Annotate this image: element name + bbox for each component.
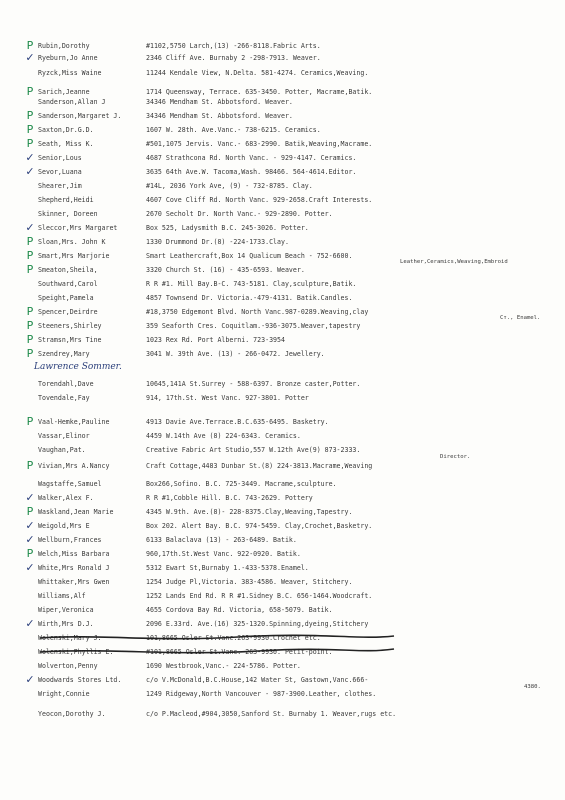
approval-mark: P <box>26 263 34 276</box>
entry-details: 3041 W. 39th Ave. (13) - 266-0472. Jewellery. <box>146 350 325 358</box>
entry-details: 11244 Kendale View, N.Delta. 581-4274. Ceramics,Weaving. <box>146 69 369 77</box>
entry-details: 914, 17th.St. West Vanc. 927-3801. Potter <box>146 394 309 402</box>
list-item <box>0 166 565 178</box>
entry-name: Weigold,Mrs E <box>38 522 90 530</box>
approval-mark: P <box>26 305 34 318</box>
entry-name: Wolverton,Penny <box>38 662 98 670</box>
entry-name: Yeocon,Dorothy J. <box>38 710 106 718</box>
approval-mark: P <box>26 547 34 560</box>
note-text: Director. <box>440 454 471 460</box>
entry-details: 6133 Balaclava (13) - 263-6489. Batik. <box>146 536 297 544</box>
check-mark: ✓ <box>25 533 35 546</box>
entry-name: Stramsn,Mrs Tine <box>38 336 102 344</box>
approval-mark: P <box>26 415 34 428</box>
entry-name: Saxton,Dr.G.D. <box>38 126 94 134</box>
entry-details: Craft Cottage,4483 Dunbar St.(8) 224-3813.Macrame,Weaving <box>146 462 373 470</box>
entry-details: c/o P.Macleod,#904,3050,Sanford St. Burnaby 1. Weaver,rugs etc. <box>146 710 397 718</box>
entry-name: Rubin,Dorothy <box>38 42 90 50</box>
handwritten-heading: Lawrence Sommer. <box>34 362 122 372</box>
list-item <box>0 138 565 150</box>
approval-mark <box>24 478 36 490</box>
entry-details: #501,1075 Jervis. Vanc.- 683-2990. Batik,Weaving,Macrame. <box>146 140 373 148</box>
approval-mark: P <box>26 249 34 262</box>
entry-name: Torendahl,Dave <box>38 380 94 388</box>
approval-mark <box>24 688 36 700</box>
entry-name: Tovendale,Fay <box>38 394 90 402</box>
check-mark: ✓ <box>25 673 35 686</box>
entry-name: Wolenski,Mary J. <box>38 634 102 642</box>
entry-details: 1249 Ridgeway,North Vancouver - 987-3900.Leather, clothes. <box>146 690 377 698</box>
list-item <box>0 236 565 248</box>
list-item <box>0 278 565 290</box>
entry-name: White,Mrs Ronald J <box>38 564 110 572</box>
approval-mark <box>24 180 36 192</box>
entry-name: Welch,Miss Barbara <box>38 550 110 558</box>
entry-details: 4459 W.14th Ave (8) 224-6343. Ceramics. <box>146 432 301 440</box>
list-item <box>0 67 565 79</box>
entry-details: 4607 Cove Cliff Rd. North Vanc. 929-2658.Craft Interests. <box>146 196 373 204</box>
list-item <box>0 392 565 404</box>
approval-mark <box>24 646 36 658</box>
approval-mark: P <box>26 235 34 248</box>
approval-mark <box>24 292 36 304</box>
entry-name: Wright,Connie <box>38 690 90 698</box>
approval-mark <box>24 430 36 442</box>
approval-mark <box>24 208 36 220</box>
check-mark: ✓ <box>25 519 35 532</box>
check-mark: ✓ <box>25 51 35 64</box>
entry-name: Sanderson,Allan J <box>38 98 106 106</box>
list-item <box>0 562 565 574</box>
entry-details: Creative Fabric Art Studio,557 W.12th Ave(9) 873-2333. <box>146 446 361 454</box>
list-item <box>0 334 565 346</box>
approval-mark: P <box>26 109 34 122</box>
approval-mark: P <box>26 123 34 136</box>
entry-details: 4857 Townsend Dr. Victoria.-479-4131. Batik.Candles. <box>146 294 353 302</box>
entry-name: Shearer,Jim <box>38 182 82 190</box>
approval-mark: P <box>26 319 34 332</box>
check-mark: ✓ <box>25 151 35 164</box>
entry-name: Sarich,Jeanne <box>38 88 90 96</box>
list-item <box>0 320 565 332</box>
entry-name: Wellburn,Frances <box>38 536 102 544</box>
entry-name: Smeaton,Sheila, <box>38 266 98 274</box>
entry-name: Wiper,Veronica <box>38 606 94 614</box>
list-item <box>0 492 565 504</box>
approval-mark <box>24 590 36 602</box>
entry-name: Wirth,Mrs D.J. <box>38 620 94 628</box>
check-mark: ✓ <box>25 617 35 630</box>
entry-name: Steeners,Shirley <box>38 322 102 330</box>
list-item <box>0 292 565 304</box>
entry-details: Box266,Sofino. B.C. 725-3449. Macrame,sculpture. <box>146 480 337 488</box>
entry-details: 101,8665 Osler St.Vanc.263-9930.Crochet etc. <box>146 634 321 642</box>
entry-name: Wagstaffe,Samuel <box>38 480 102 488</box>
approval-mark <box>24 632 36 644</box>
entry-details: 4345 W.9th. Ave.(8)- 228-8375.Clay,Weaving,Tapestry. <box>146 508 353 516</box>
entry-details: 2670 Secholt Dr. North Vanc.- 929-2890. Potter. <box>146 210 333 218</box>
approval-mark <box>24 194 36 206</box>
list-item <box>0 534 565 546</box>
list-item <box>0 618 565 630</box>
approval-mark <box>24 278 36 290</box>
entry-details: 34346 Mendham St. Abbotsford. Weaver. <box>146 112 293 120</box>
list-item <box>0 674 565 686</box>
entry-details: #14L, 2036 York Ave, (9) - 732-8785. Clay. <box>146 182 313 190</box>
entry-name: Vivian,Mrs A.Nancy <box>38 462 110 470</box>
list-item <box>0 576 565 588</box>
list-item <box>0 430 565 442</box>
entry-name: Southward,Carol <box>38 280 98 288</box>
entry-name: Skinner, Doreen <box>38 210 98 218</box>
entry-details: Box 525, Ladysmith B.C. 245-3026. Potter. <box>146 224 309 232</box>
check-mark: ✓ <box>25 221 35 234</box>
list-item <box>0 548 565 560</box>
entry-name: Szendrey,Mary <box>38 350 90 358</box>
approval-mark: P <box>26 85 34 98</box>
list-item <box>0 590 565 602</box>
entry-name: Senior,Lous <box>38 154 82 162</box>
entry-name: Spencer,Deirdre <box>38 308 98 316</box>
approval-mark: P <box>26 39 34 52</box>
list-item <box>0 416 565 428</box>
approval-mark <box>24 576 36 588</box>
entry-name: Sevor,Luana <box>38 168 82 176</box>
list-item <box>0 348 565 360</box>
entry-name: Vassar,Elinor <box>38 432 90 440</box>
list-item <box>0 52 565 64</box>
entry-name: Ryzck,Miss Waine <box>38 69 102 77</box>
approval-mark <box>24 660 36 672</box>
entry-name: Sloan,Mrs. John K <box>38 238 106 246</box>
entry-name: Seath, Miss K. <box>38 140 94 148</box>
list-item <box>0 96 565 108</box>
entry-name: Sleccor,Mrs Margaret <box>38 224 118 232</box>
list-item <box>0 306 565 318</box>
approval-mark: P <box>26 347 34 360</box>
entry-name: Vaal-Hemke,Pauline <box>38 418 110 426</box>
entry-name: Walker,Alex F. <box>38 494 94 502</box>
entry-name: Sanderson,Margaret J. <box>38 112 122 120</box>
list-item <box>0 478 565 490</box>
entry-name: Williams,Alf <box>38 592 86 600</box>
entry-details: 1607 W. 28th. Ave.Vanc.- 738-6215. Ceramics. <box>146 126 321 134</box>
list-item <box>0 378 565 390</box>
entry-name: Waskland,Jean Marie <box>38 508 114 516</box>
entry-details: 4655 Cordova Bay Rd. Victoria, 658-5079. Batik. <box>146 606 333 614</box>
entry-details: 2346 Cliff Ave. Burnaby 2 -298-7913. Weaver. <box>146 54 321 62</box>
approval-mark <box>24 378 36 390</box>
note-text: Ст., Enamel. <box>500 315 541 321</box>
entry-details: #1102,5750 Larch,(13) -266-8118.Fabric Arts. <box>146 42 321 50</box>
list-item <box>0 208 565 220</box>
approval-mark <box>24 96 36 108</box>
entry-details: 1690 Westbrook,Vanc.- 224-5786. Potter. <box>146 662 301 670</box>
list-item <box>0 460 565 472</box>
check-mark: ✓ <box>25 491 35 504</box>
entry-details: c/o V.McDonald,B.C.House,142 Water St, Gastown,Vanc.666- <box>146 676 369 684</box>
entry-details: 1714 Queensway, Terrace. 635-3450. Potter, Macrame,Batik. <box>146 88 373 96</box>
list-item <box>0 604 565 616</box>
note-text: 4380. <box>524 684 541 690</box>
entry-details: 3635 64th Ave.W. Tacoma,Wash. 98466. 564-4614.Editor. <box>146 168 357 176</box>
list-item <box>0 222 565 234</box>
list-item <box>0 660 565 672</box>
list-item <box>0 124 565 136</box>
pen-strikethrough <box>38 630 398 660</box>
approval-mark <box>24 392 36 404</box>
list-item <box>0 194 565 206</box>
list-item <box>0 180 565 192</box>
entry-name: Shepherd,Heidi <box>38 196 94 204</box>
entry-details: #18,3750 Edgemont Blvd. North Vanc.987-0289.Weaving,clay <box>146 308 369 316</box>
entry-details: 1023 Rex Rd. Port Alberni. 723-3954 <box>146 336 285 344</box>
entry-details: 5312 Ewart St,Burnaby 1.-433-5378.Enamel. <box>146 564 309 572</box>
list-item <box>0 110 565 122</box>
entry-details: 4687 Strathcona Rd. North Vanc. - 929-4147. Ceramics. <box>146 154 357 162</box>
list-item <box>0 152 565 164</box>
entry-details: 960,17th.St.West Vanc. 922-0920. Batik. <box>146 550 301 558</box>
entry-details: 1254 Judge Pl,Victoria. 383-4586. Weaver, Stitchery. <box>146 578 353 586</box>
approval-mark <box>24 67 36 79</box>
entry-name: Speight,Pamela <box>38 294 94 302</box>
check-mark: ✓ <box>25 165 35 178</box>
entry-details: Smart Leathercraft,Box 14 Qualicum Beach - 752-6600. <box>146 252 353 260</box>
entry-details: #101,8665 Osler St.Vanc. 263-9930. Petit-point. <box>146 648 333 656</box>
entry-details: 359 Seaforth Cres. Coquitlam.-936-3075.Weaver,tapestry <box>146 322 361 330</box>
entry-details: Box 202. Alert Bay. B.C. 974-5459. Clay,Crochet,Basketry. <box>146 522 373 530</box>
entry-name: Ryeburn,Jo Anne <box>38 54 98 62</box>
entry-name: Smart,Mrs Marjorie <box>38 252 110 260</box>
entry-details: 4913 Davie Ave.Terrace.B.C.635-6495. Basketry. <box>146 418 329 426</box>
list-item <box>0 520 565 532</box>
approval-mark <box>24 444 36 456</box>
check-mark: ✓ <box>25 561 35 574</box>
entry-details: 1252 Lands End Rd. R R #1.Sidney B.C. 656-1464.Woodcraft. <box>146 592 373 600</box>
entry-details: 10645,141A St.Surrey - 588-6397. Bronze caster,Potter. <box>146 380 361 388</box>
entry-details: R R #1. Mill Bay.B-C. 743-5181. Clay,sculpture,Batik. <box>146 280 357 288</box>
approval-mark <box>24 604 36 616</box>
list-item <box>0 264 565 276</box>
list-item <box>0 40 565 52</box>
list-item <box>0 708 565 720</box>
entry-name: Vaughan,Pat. <box>38 446 86 454</box>
entry-name: Wolenski,Phyllis E. <box>38 648 114 656</box>
entry-details: 34346 Mendham St. Abbotsford. Weaver. <box>146 98 293 106</box>
entry-name: Woodwards Stores Ltd. <box>38 676 122 684</box>
entry-name: Whittaker,Mrs Gwen <box>38 578 110 586</box>
approval-mark: P <box>26 505 34 518</box>
approval-mark: P <box>26 459 34 472</box>
note-text: Leather,Ceramics,Weaving,Embroid <box>400 259 508 265</box>
approval-mark <box>24 708 36 720</box>
entry-details: 2096 E.33rd. Ave.(16) 325-1320.Spinning,dyeing,Stitchery <box>146 620 369 628</box>
list-item <box>0 688 565 700</box>
approval-mark: P <box>26 333 34 346</box>
entry-details: R R #1,Cobble Hill. B.C. 743-2629. Pottery <box>146 494 313 502</box>
entry-details: 3320 Church St. (16) - 435-6593. Weaver. <box>146 266 305 274</box>
approval-mark: P <box>26 137 34 150</box>
list-item <box>0 506 565 518</box>
entry-details: 1330 Drummond Dr.(8) -224-1733.Clay. <box>146 238 289 246</box>
